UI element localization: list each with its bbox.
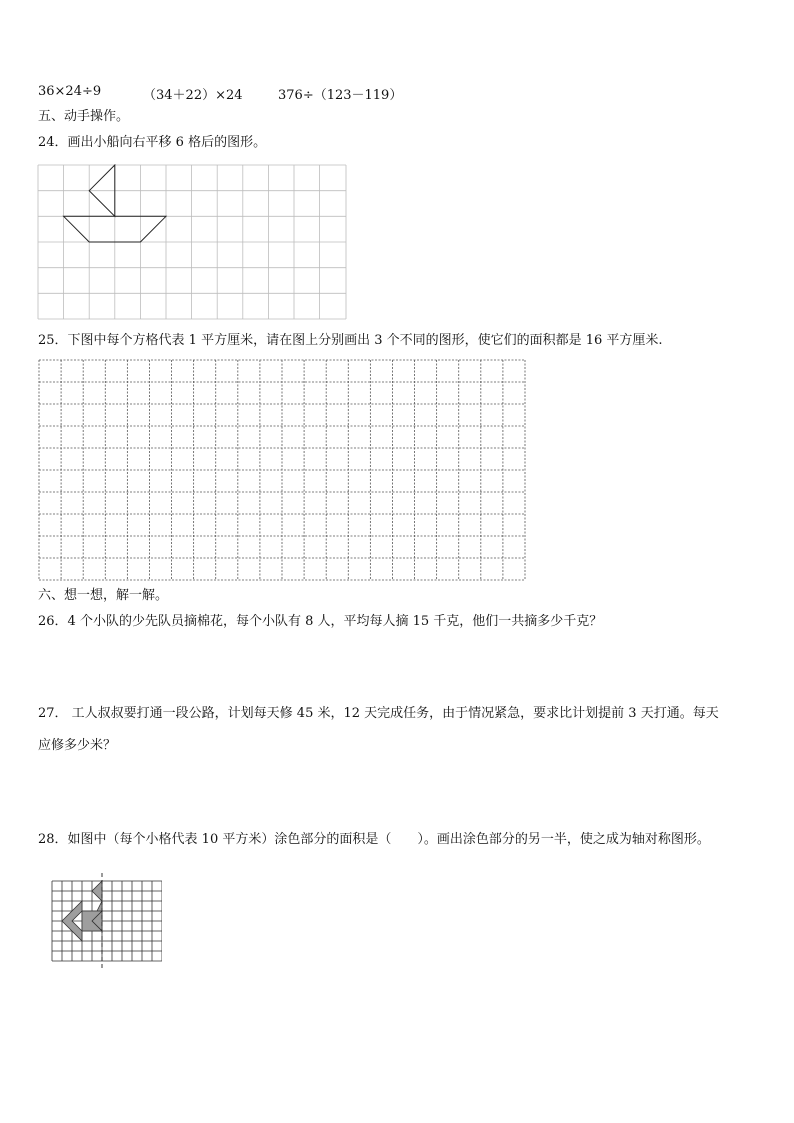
- symmetry-grid: [46, 873, 162, 971]
- section5-heading: 五、动手操作。: [38, 109, 130, 124]
- section6-heading: 六、想一想，解一解。: [38, 588, 169, 603]
- area-grid: [37, 358, 527, 582]
- expression-3: 376÷（123－119）: [278, 88, 403, 103]
- question-24: 24．画出小船向右平移 6 格后的图形。: [38, 135, 267, 150]
- expression-2: （34＋22）×24: [143, 88, 243, 103]
- question-26: 26．4 个小队的少先队员摘棉花，每个小队有 8 人，平均每人摘 15 千克，他们一共摘多少千克？: [38, 614, 603, 629]
- question-27-line1: 27． 工人叔叔要打通一段公路，计划每天修 45 米，12 天完成任务，由于情况紧急，要求比计划提前 3 天打通。每天: [38, 706, 719, 721]
- expression-1: 36×24÷9: [38, 84, 102, 99]
- question-25: 25．下图中每个方格代表 1 平方厘米，请在图上分别画出 3 个不同的图形，使它们的面积都是 16 平方厘米.: [38, 333, 663, 348]
- question-28: 28．如图中（每个小格代表 10 平方米）涂色部分的面积是（ ）。画出涂色部分的另一半，使之成为轴对称图形。: [38, 832, 710, 847]
- boat-grid: [37, 164, 349, 322]
- question-27-line2: 应修多少米？: [38, 738, 117, 753]
